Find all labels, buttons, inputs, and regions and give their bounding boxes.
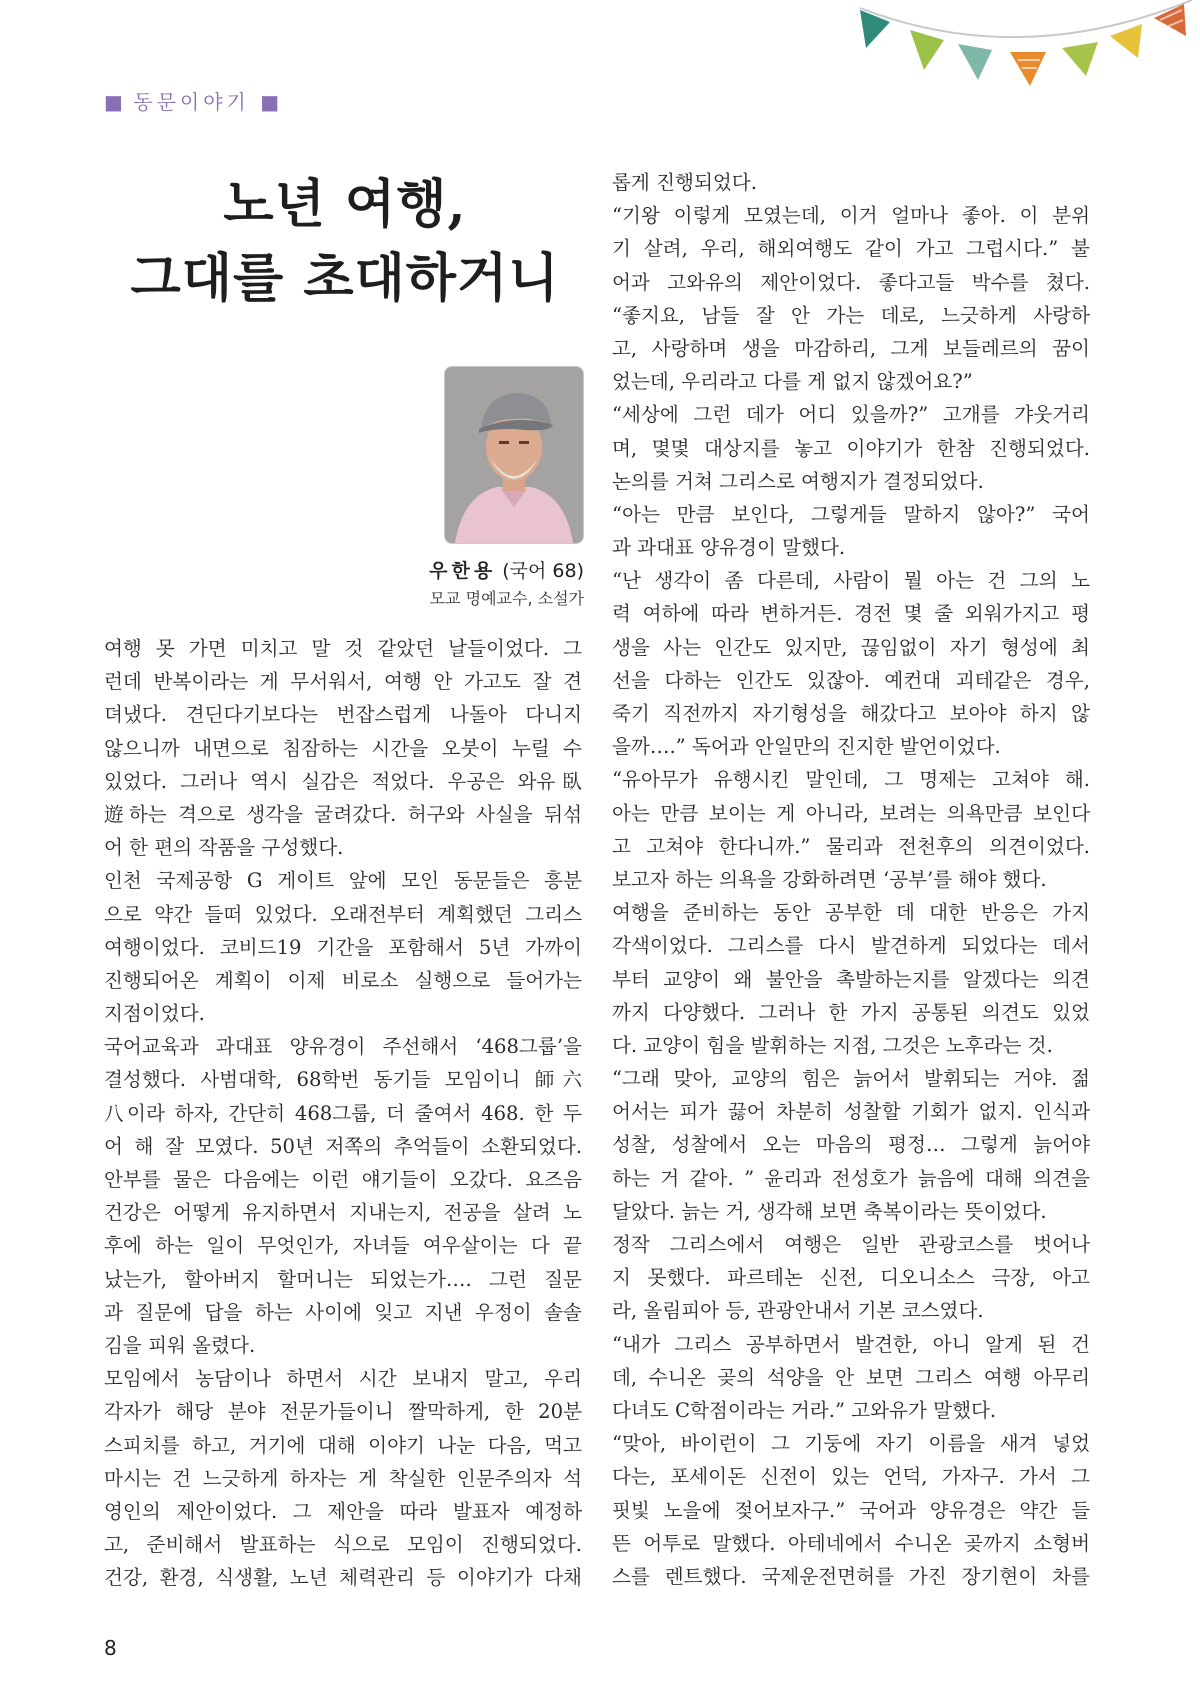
body-text-line: 건강, 환경, 식생활, 노년 체력관리 등 이야기가 다채 [104, 1566, 582, 1590]
body-text-line: 과 과대표 양유경이 말했다. [612, 536, 846, 560]
author-class: (국어 68) [502, 560, 584, 582]
section-label: 동문이야기 [133, 90, 250, 114]
body-text-line: 여행을 준비하는 동안 공부한 데 대한 반응은 가지 [612, 901, 1090, 925]
body-text-line: 기 살려, 우리, 해외여행도 같이 가고 그럽시다.” 불 [612, 237, 1090, 261]
body-text-line: 어과 고와유의 제안이었다. 좋다고들 박수를 쳤다. [612, 270, 1090, 294]
body-text-line: “난 생각이 좀 다른데, 사람이 뭘 아는 건 그의 노 [612, 569, 1090, 593]
body-text-line: 부터 교양이 왜 불안을 촉발하는지를 알겠다는 의견 [612, 967, 1090, 991]
body-text-line: 八이라 하자, 간단히 468그룹, 더 줄여서 468. 한 두 [104, 1101, 582, 1125]
body-text-line: 마시는 건 느긋하게 하자는 게 착실한 인문주의자 석 [104, 1466, 582, 1490]
body-text-line: 정작 그리스에서 여행은 일반 관광코스를 벗어나 [612, 1233, 1090, 1256]
body-text-line: 보고자 하는 의욕을 강화하려면 ‘공부’를 해야 했다. [612, 867, 1047, 891]
body-text-line: 않으니까 내면으로 침잠하는 시간을 오붓이 누릴 수 [104, 736, 582, 760]
body-text-line: 라, 올림피아 등, 관광안내서 기본 코스였다. [612, 1299, 984, 1323]
title-line: 그대를 초대하거니 [130, 248, 560, 309]
body-text-line: 여행 못 가면 미치고 말 것 같았던 날들이었다. 그 [104, 637, 582, 660]
pennant-flag [958, 44, 992, 80]
body-text-line: 데, 수니온 곶의 석양을 안 보면 그리스 여행 아무리 [612, 1365, 1090, 1389]
bunting-decoration [840, 0, 1200, 100]
body-text-line: “유아무가 유행시킨 말인데, 그 명제는 고쳐야 해. [612, 768, 1090, 792]
body-text-line: 며, 몇몇 대상지를 놓고 이야기가 한참 진행되었다. [612, 436, 1090, 460]
author-role: 모교 명예교수, 소설가 [429, 589, 584, 608]
body-text-line: 핏빛 노을에 젖어보자구.” 국어과 양유경은 약간 들 [612, 1498, 1090, 1522]
body-text-line: 인천 국제공항 G 게이트 앞에 모인 동문들은 흥분 [104, 869, 582, 893]
square-bullet-icon: ■ [260, 90, 280, 114]
page-number: 8 [104, 1636, 117, 1660]
body-text-line: 으로 약간 들떠 있었다. 오래전부터 계획했던 그리스 [104, 902, 582, 926]
body-text-line: 스피치를 하고, 거기에 대해 이야기 나눈 다음, 먹고 [104, 1433, 582, 1457]
body-text-line: 국어교육과 과대표 양유경이 주선해서 ‘468그룹’을 [104, 1035, 582, 1059]
body-text-line: 논의를 거쳐 그리스로 여행지가 결정되었다. [612, 469, 984, 493]
body-text-line: 생을 사는 인간도 있지만, 끊임없이 자기 형성에 최 [612, 635, 1090, 659]
pennant-flag [1110, 24, 1142, 58]
body-text-line: 다녀도 C학점이라는 거라.” 고와유가 말했다. [612, 1398, 997, 1422]
pennant-flag [860, 10, 890, 48]
body-text-line: “좋지요, 남들 잘 안 가는 데로, 느긋하게 사랑하 [612, 303, 1090, 327]
pennant-flag [910, 30, 944, 70]
body-text-line: “세상에 그런 데가 어디 있을까?” 고개를 갸웃거리 [612, 403, 1090, 427]
section-tag [104, 86, 279, 115]
body-text-line: 안부를 물은 다음에는 이런 얘기들이 오갔다. 요즈음 [104, 1168, 582, 1191]
body-text-line: 뜬 어투로 말했다. 아테네에서 수니온 곶까지 소형버 [612, 1531, 1090, 1555]
square-bullet-icon: ■ [104, 90, 123, 114]
body-text-line: 어 한 편의 작품을 구성했다. [104, 836, 344, 860]
body-text-line: 지점이었다. [104, 1002, 205, 1026]
body-text-line: 영인의 제안이었다. 그 제안을 따라 발표자 예정하 [104, 1499, 582, 1523]
body-text-line: 후에 하는 일이 무엇인가, 자녀들 여우살이는 다 끝 [104, 1234, 582, 1258]
body-text-line: 었는데, 우리라고 다를 게 없지 않겠어요?” [612, 370, 973, 394]
body-text-line: 건강은 어떻게 유지하면서 지내는지, 전공을 살려 노 [104, 1201, 582, 1225]
body-text-line: 여행이었다. 코비드19 기간을 포함해서 5년 가까이 [104, 935, 582, 959]
body-text-line: 다는, 포세이돈 신전이 있는 언덕, 가자구. 가서 그 [612, 1465, 1090, 1489]
body-text-line: 을까….” 독어과 안일만의 진지한 발언이었다. [612, 735, 1001, 759]
author-name-text: 우한용 [429, 560, 497, 582]
body-text-line: 있었다. 그러나 역시 실감은 적었다. 우공은 와유臥 [104, 769, 582, 793]
body-text-line: 지 못했다. 파르테논 신전, 디오니소스 극장, 아고 [612, 1266, 1090, 1290]
body-text-line: 과 질문에 답을 하는 사이에 잊고 지낸 우정이 솔솔 [104, 1300, 582, 1324]
body-text-line: 뎌냈다. 견딘다기보다는 번잡스럽게 나돌아 다니지 [104, 703, 582, 727]
body-text-line: 까지 다양했다. 그러나 한 가지 공통된 의견도 있었 [612, 1000, 1090, 1024]
article-title [104, 168, 586, 316]
body-text-line: 선을 다하는 인간도 있잖아. 예컨대 괴테같은 경우, [612, 668, 1090, 692]
body-text-line: “아는 만큼 보인다, 그렇게들 말하지 않아?” 국어 [612, 502, 1090, 526]
body-text-line: 모임에서 농담이나 하면서 시간 보내지 말고, 우리 [104, 1367, 582, 1391]
body-text-line: 진행되어온 계획이 이제 비로소 실행으로 들어가는 [104, 968, 582, 992]
body-text-line: 성찰, 성찰에서 오는 마음의 평정… 그렇게 늙어야 [612, 1133, 1090, 1157]
body-text-line: 났는가, 할아버지 할머니는 되었는가…. 그런 질문 [104, 1267, 582, 1291]
body-text-line: 다. 교양이 힘을 발휘하는 지점, 그것은 노후라는 것. [612, 1033, 1053, 1057]
body-text-line: 고, 사랑하며 생을 마감하리, 그게 보들레르의 꿈이 [612, 336, 1090, 360]
body-text-line: 죽기 직전까지 자기형성을 해갔다고 보아야 하지 않 [612, 702, 1090, 725]
body-column-left [104, 632, 582, 1594]
author-name [429, 556, 584, 583]
body-text-line: “그래 맞아, 교양의 힘은 늙어서 발휘되는 거야. 젊 [612, 1067, 1090, 1091]
body-text-line: 달았다. 늙는 거, 생각해 보면 축복이라는 뜻이었다. [612, 1199, 1047, 1223]
body-text-line: 스를 렌트했다. 국제운전면허를 가진 장기현이 차를 [612, 1564, 1090, 1588]
body-text-line: 력 여하에 따라 변하거든. 경전 몇 줄 외워가지고 평 [612, 602, 1090, 626]
body-text-line: 어 해 잘 모였다. 50년 저쪽의 추억들이 소환되었다. [104, 1134, 582, 1158]
body-text-line: 고, 준비해서 발표하는 식으로 모임이 진행되었다. [104, 1533, 582, 1557]
body-text-line: 고 고쳐야 한다니까.” 물리과 전천후의 의견이었다. [612, 834, 1090, 858]
body-text-line: 아는 만큼 보이는 게 아니라, 보려는 의욕만큼 보인다 [612, 801, 1090, 825]
body-text-line: 각색이었다. 그리스를 다시 발견하게 되었다는 데서 [612, 934, 1090, 958]
title-line: 노년 여행, [223, 174, 467, 235]
body-text-line: “기왕 이렇게 모였는데, 이거 얼마나 좋아. 이 분위 [612, 204, 1090, 228]
body-text-line: 김을 피워 올렸다. [104, 1333, 256, 1357]
body-column-right [612, 166, 1090, 1593]
author-portrait [444, 366, 584, 544]
body-text-line: 遊하는 격으로 생각을 굴려갔다. 허구와 사실을 뒤섞 [104, 802, 582, 826]
body-text-line: 어서는 피가 끓어 차분히 성찰할 기회가 없지. 인식과 [612, 1100, 1090, 1124]
body-text-line: 결성했다. 사범대학, 68학번 동기들 모임이니 師六 [104, 1068, 582, 1092]
body-text-line: “맞아, 바이런이 그 기둥에 자기 이름을 새겨 넣었 [612, 1432, 1090, 1456]
pennant-flag [1062, 42, 1098, 76]
body-text-line: 각자가 해당 분야 전문가들이니 짤막하게, 한 20분 [104, 1400, 582, 1424]
body-text-line: “내가 그리스 공부하면서 발견한, 아니 알게 된 건 [612, 1332, 1090, 1356]
body-text-line: 하는 거 같아. ” 윤리과 전성호가 늙음에 대해 의견을 [612, 1166, 1090, 1190]
body-text-line: 롭게 진행되었다. [612, 171, 757, 194]
body-text-line: 런데 반복이라는 게 무서워서, 여행 안 가고도 잘 견 [104, 670, 582, 694]
